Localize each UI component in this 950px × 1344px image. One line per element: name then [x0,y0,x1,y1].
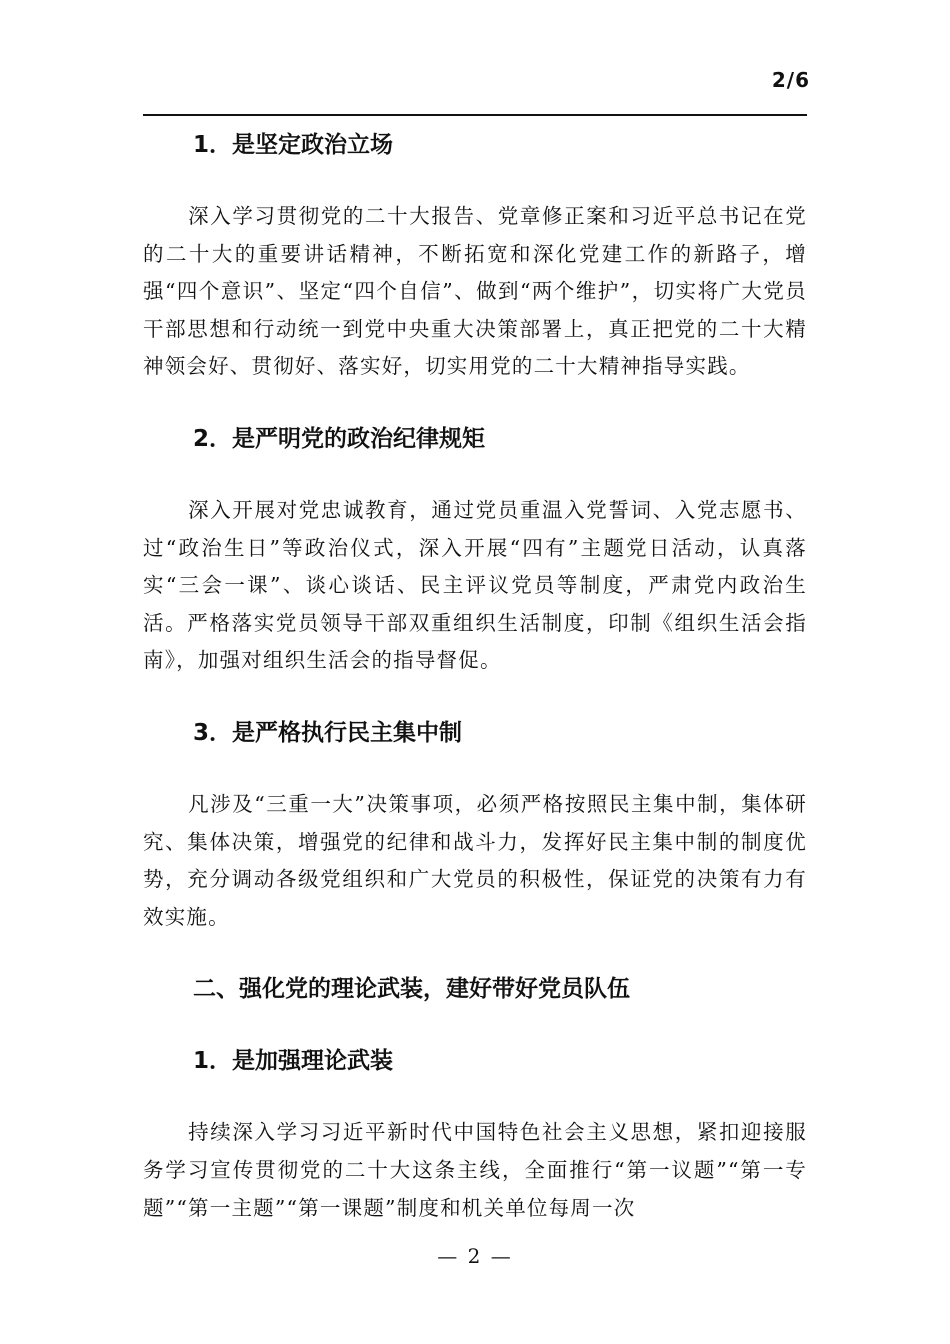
subsection-heading: 1．是加强理论武装 [193,1048,394,1075]
section-heading-1: 1．是坚定政治立场 [193,132,394,158]
page-number: — 2 — [437,1244,513,1268]
section-paragraph-3: 凡涉及“三重一大”决策事项，必须严格按照民主集中制，集体研究、集体决策，增强党的纪律和战斗力，发挥好民主集中制的制度优势，充分调动各级党组织和广大党员的积极性，保证党的决策有力有效实施。 [143,791,807,929]
document-body [143,118,807,1227]
header-divider [143,114,807,116]
subsection-paragraph: 持续深入学习习近平新时代中国特色社会主义思想，紧扣迎接服务学习宣传贯彻党的二十大这条主线，全面推行“第一议题”“第一专题”“第一主题”“第一课题”制度和机关单位每周一次 [143,1120,807,1220]
section-paragraph-2: 深入开展对党忠诚教育，通过党员重温入党誓词、入党志愿书、过“政治生日”等政治仪式，深入开展“四有”主题党日活动，认真落实“三会一课”、谈心谈话、民主评议党员等制度，严肃党内政治生活。严格落实党员领导干部双重组织生活制度，印制《组织生活会指南》，加强对组织生活会的指导督促。 [143,497,807,673]
section-heading-3: 3．是严格执行民主集中制 [193,719,463,746]
main-heading: 二、强化党的理论武装，建好带好党员队伍 [193,976,630,1003]
page-counter: 2/6 [771,68,810,92]
section-heading-2: 2．是严明党的政治纪律规矩 [193,425,486,452]
section-paragraph-1: 深入学习贯彻党的二十大报告、党章修正案和习近平总书记在党的二十大的重要讲话精神，不断拓宽和深化党建工作的新路子，增强“四个意识”、坚定“四个自信”、做到“两个维护”，切实将广大党员干部思想和行动统一到党中央重大决策部署上，真正把党的二十大精神领会好、贯彻好、落实好，切实用党的二十大精神指导实践。 [143,204,807,379]
